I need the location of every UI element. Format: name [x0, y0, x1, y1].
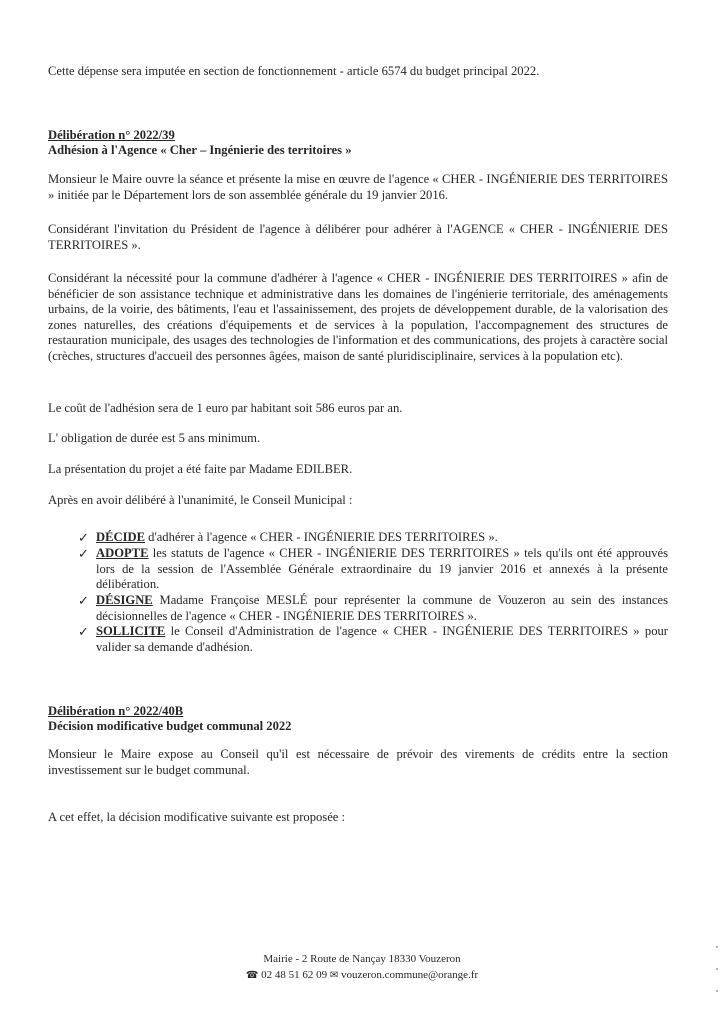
- decision-text: les statuts de l'agence « CHER - INGÉNIERIE DES TERRITOIRES » tels qu'ils ont été approuvés lors de la session de l'Assemblée Générale extraordinaire du 19 janvier 2016 et annexés à la présente délibération.: [96, 546, 668, 592]
- checkmark-icon: ✓: [78, 624, 89, 639]
- decision-text: le Conseil d'Administration de l'agence « CHER - INGÉNIERIE DES TERRITOIRES » pour valider sa demande d'adhésion.: [96, 624, 668, 654]
- checkmark-icon: ✓: [78, 530, 89, 545]
- deliberation-39-paragraph-6: La présentation du projet a été faite par Madame EDILBER.: [48, 462, 353, 476]
- deliberation-40b-number: Délibération n° 2022/40B: [48, 704, 184, 718]
- decision-text: Madame Françoise MESLÉ pour représenter la commune de Vouzeron au sein des instances décisionnelles de l'agence « CHER - INGÉNIERIE DES TERRITOIRES ».: [96, 593, 668, 623]
- deliberation-40b-paragraph-2: A cet effet, la décision modificative suivante est proposée :: [48, 810, 346, 824]
- decision-item: [96, 593, 668, 624]
- deliberation-39-number: Délibération n° 2022/39: [48, 128, 175, 142]
- decision-item: [96, 546, 668, 593]
- deliberation-39-paragraph-5: L' obligation de durée est 5 ans minimum.: [48, 431, 261, 445]
- decision-item: [96, 530, 668, 546]
- scan-speck: [716, 946, 718, 948]
- mail-icon: ✉: [329, 970, 339, 981]
- deliberation-40b-paragraph-1: Monsieur le Maire expose au Conseil qu'il est nécessaire de prévoir des virements de crédits entre la section investissement sur le budget communal.: [48, 747, 668, 777]
- deliberation-39-paragraph-2: Considérant l'invitation du Président de l'agence à délibérer pour adhérer à l'AGENCE « CHER - INGÉNIERIE DES TERRITOIRES ».: [48, 222, 668, 252]
- phone-icon: ☎: [245, 970, 259, 981]
- intro-line: Cette dépense sera imputée en section de fonctionnement - article 6574 du budget principal 2022.: [48, 64, 540, 78]
- deliberation-39-title: Adhésion à l'Agence « Cher – Ingénierie des territoires »: [48, 143, 352, 157]
- deliberation-40b-title: Décision modificative budget communal 2022: [48, 719, 292, 733]
- footer-phone: 02 48 51 62 09: [261, 969, 328, 981]
- footer-email: vouzeron.commune@orange.fr: [340, 969, 479, 981]
- deliberation-39-paragraph-3: Considérant la nécessité pour la commune d'adhérer à l'agence « CHER - INGÉNIERIE DES TERRITOIRES » afin de bénéficier de son assistance technique et administrative dans les domaines de l'ingénierie territoriale, des aménagements urbains, de la voirie, des bâtiments, l'eau et l'assainissement, des projets de développement durable, de la valorisation des zones naturelles, des créations d'équipements et de services à la population, l'accompagnement des structures de restauration municipale, des usages des technologies de l'information et des communications, des projets à caractère social (crèches, structures d'accueil des personnes âgées, maison de santé pluridisciplinaire, services à la population etc).: [48, 271, 668, 363]
- deliberation-39-paragraph-1: Monsieur le Maire ouvre la séance et présente la mise en œuvre de l'agence « CHER - INGÉNIERIE DES TERRITOIRES » initiée par le Département lors de son assemblée générale du 19 janvier 2016.: [48, 172, 668, 202]
- decision-text: d'adhérer à l'agence « CHER - INGÉNIERIE DES TERRITOIRES ».: [145, 530, 498, 544]
- scan-speck: [716, 990, 718, 992]
- deliberation-39-paragraph-7: Après en avoir délibéré à l'unanimité, le Conseil Municipal :: [48, 493, 353, 507]
- decision-verb: ADOPTE: [96, 546, 149, 560]
- deliberation-39-paragraph-4: Le coût de l'adhésion sera de 1 euro par habitant soit 586 euros par an.: [48, 401, 403, 415]
- decision-verb: SOLLICITE: [96, 624, 166, 638]
- footer-contact: [0, 967, 724, 984]
- decision-verb: DÉCIDE: [96, 530, 145, 544]
- decision-verb: DÉSIGNE: [96, 593, 153, 607]
- checkmark-icon: ✓: [78, 546, 89, 561]
- decision-item: [96, 624, 668, 655]
- footer-address: Mairie - 2 Route de Nançay 18330 Vouzeron: [263, 953, 461, 965]
- checkmark-icon: ✓: [78, 593, 89, 608]
- scan-speck: [716, 968, 718, 970]
